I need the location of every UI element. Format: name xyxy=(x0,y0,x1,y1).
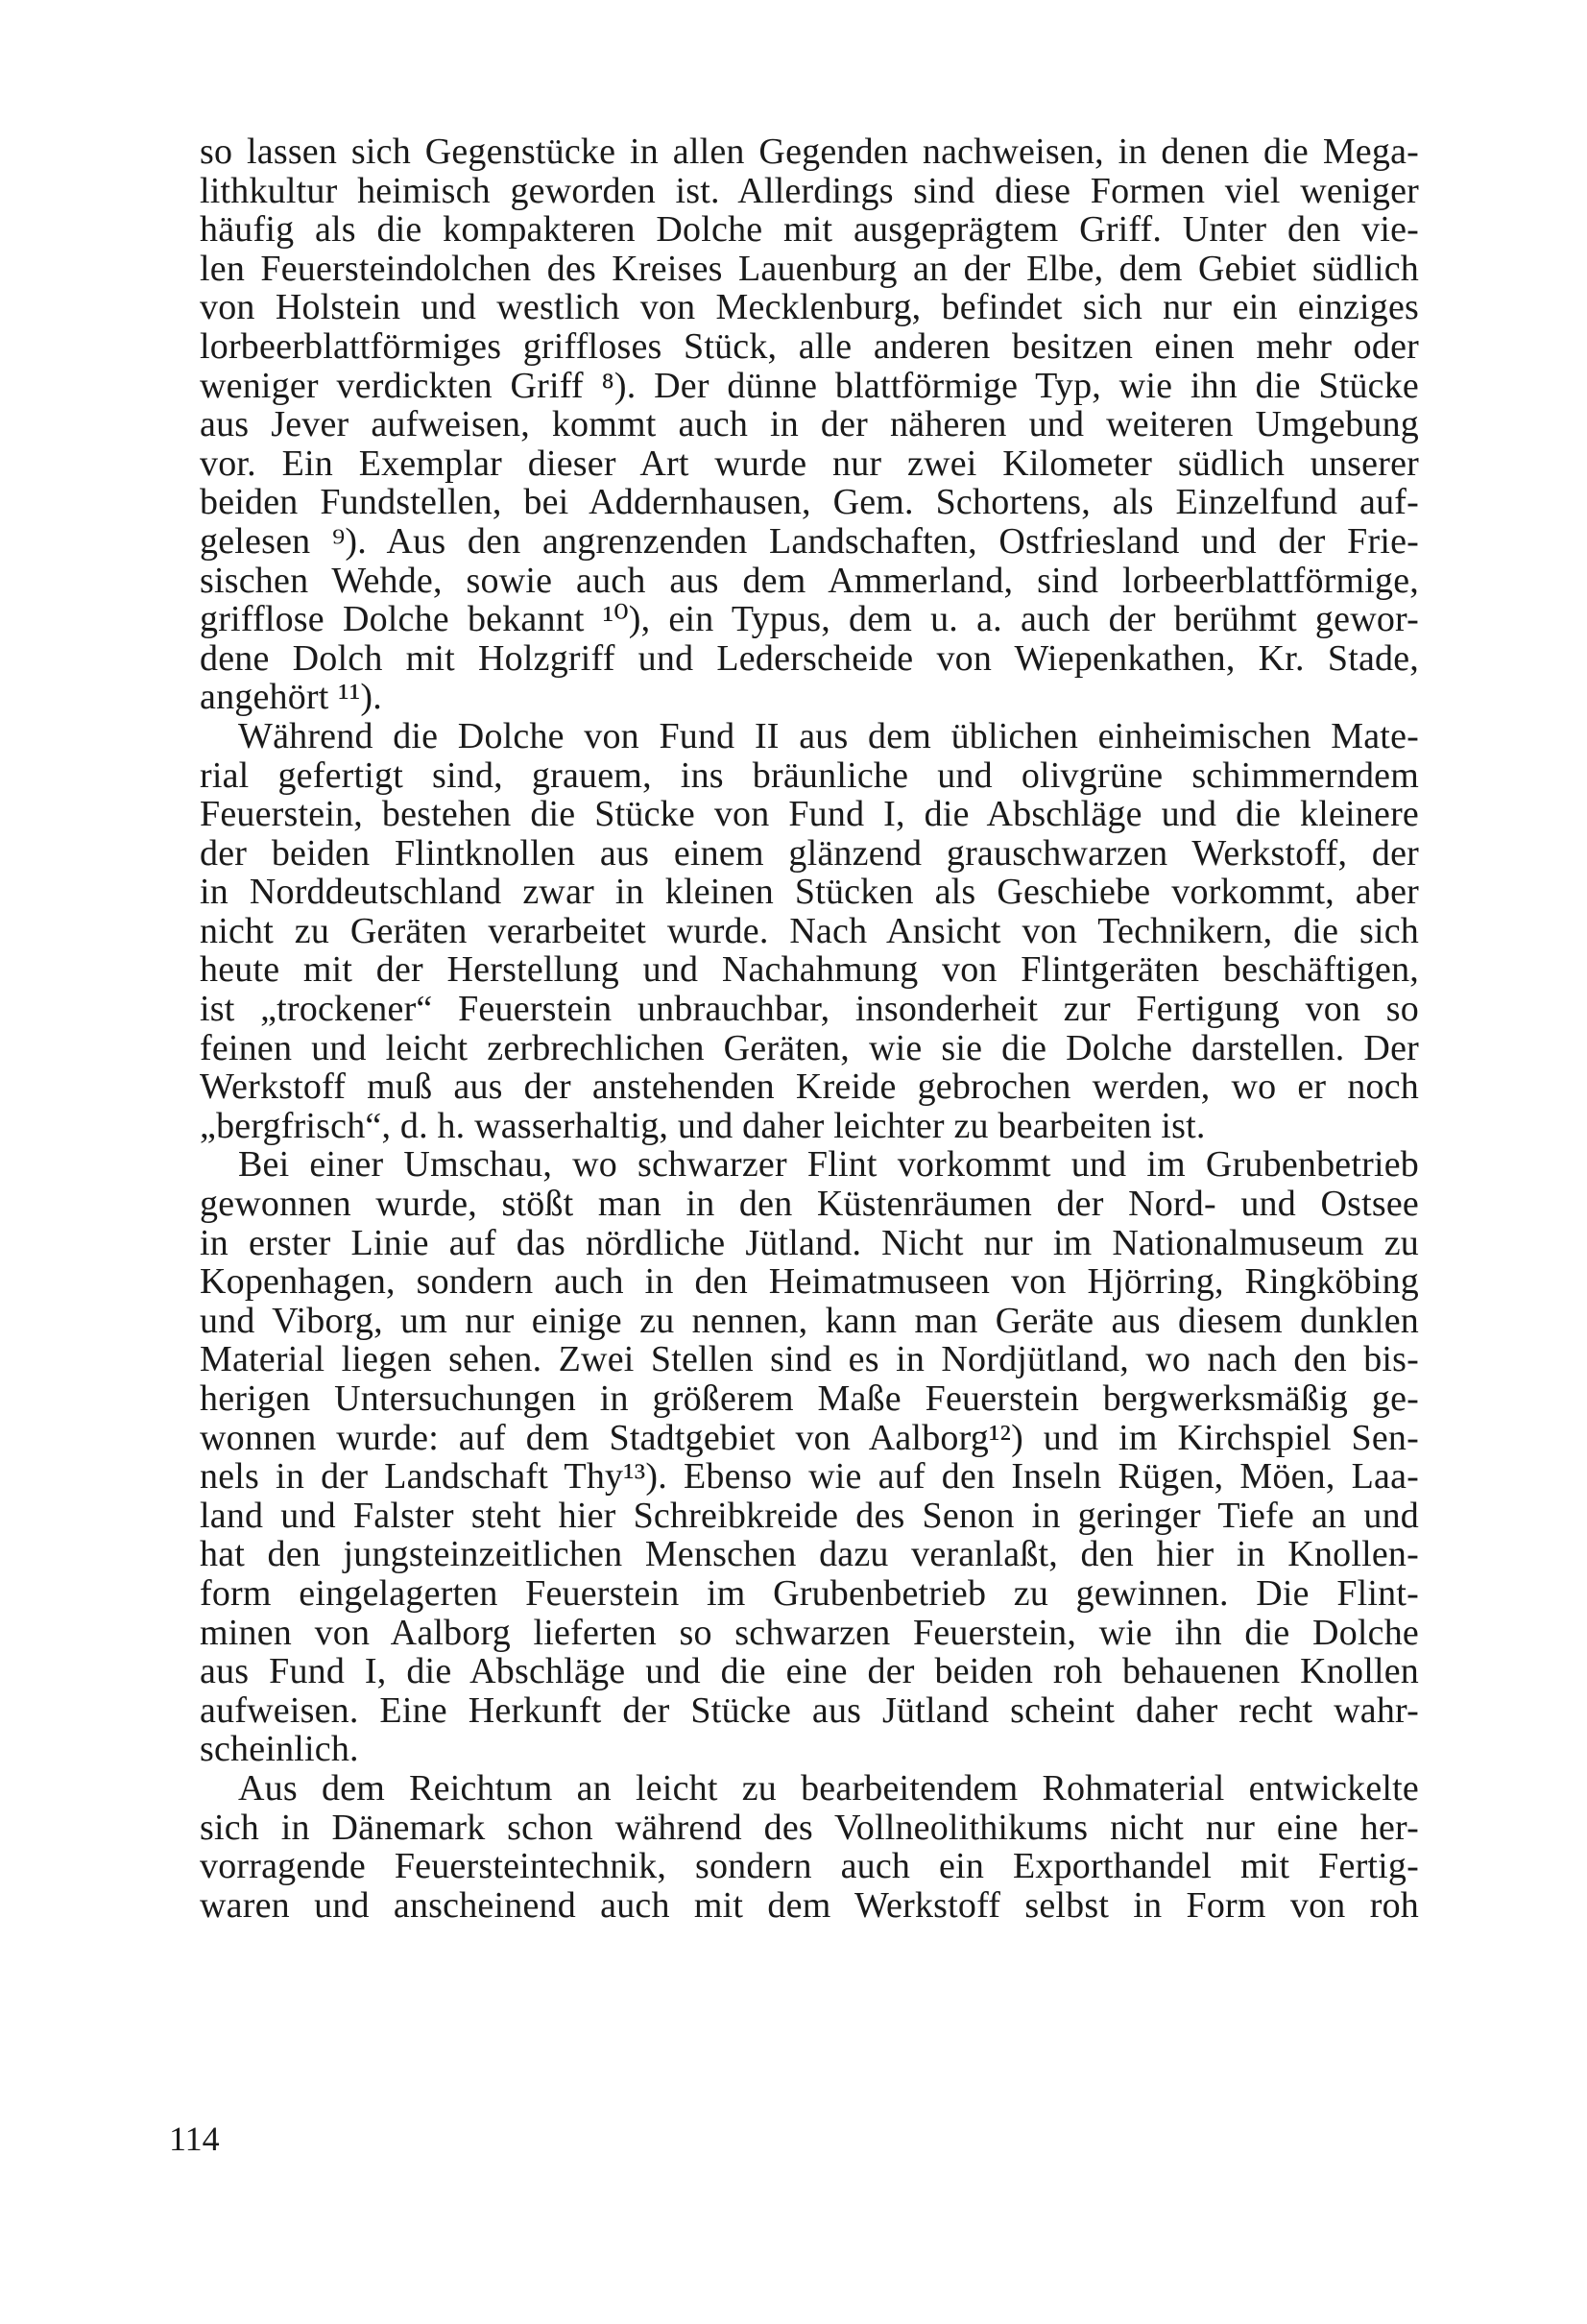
text-line: rial gefertigt sind, grauem, ins bräunliche und olivgrüne schimmerndem xyxy=(200,755,1419,796)
text-line: so lassen sich Gegenstücke in allen Gegenden nachweisen, in denen die Mega- xyxy=(200,132,1419,172)
text-line: form eingelagerten Feuerstein im Grubenbetrieb zu gewinnen. Die Flint- xyxy=(200,1572,1419,1614)
paragraph-p4 xyxy=(200,1769,1419,1925)
paragraph-p1 xyxy=(200,132,1419,717)
text-line: weniger verdickten Griff ⁸). Der dünne blattförmige Typ, wie ihn die Stücke xyxy=(200,365,1419,406)
text-line: häufig als die kompakteren Dolche mit ausgeprägtem Griff. Unter den vie- xyxy=(200,209,1419,251)
text-line: Kopenhagen, sondern auch in den Heimatmuseen von Hjörring, Ringköbing xyxy=(200,1261,1419,1303)
text-line: beiden Fundstellen, bei Addernhausen, Gem. Schortens, als Einzelfund auf- xyxy=(200,482,1419,523)
text-line: dene Dolch mit Holzgriff und Lederscheide von Wiepenkathen, Kr. Stade, xyxy=(200,637,1419,679)
text-line: Material liegen sehen. Zwei Stellen sind es in Nordjütland, wo nach den bis- xyxy=(200,1339,1419,1380)
text-line: sich in Dänemark schon während des Vollneolithikums nicht nur eine her- xyxy=(200,1807,1419,1848)
text-line: nicht zu Geräten verarbeitet wurde. Nach Ansicht von Technikern, die sich xyxy=(200,910,1419,951)
text-line: von Holstein und westlich von Mecklenburg, befindet sich nur ein einziges xyxy=(200,287,1419,328)
text-line: waren und anscheinend auch mit dem Werkstoff selbst in Form von roh xyxy=(200,1884,1419,1926)
text-line: Werkstoff muß aus der anstehenden Kreide gebrochen werden, wo er noch xyxy=(200,1066,1419,1108)
text-line: feinen und leicht zerbrechlichen Geräten, wie sie die Dolche darstellen. Der xyxy=(200,1027,1419,1068)
text-line: in Norddeutschland zwar in kleinen Stücken als Geschiebe vorkommt, aber xyxy=(200,872,1419,913)
text-line: Aus dem Reichtum an leicht zu bearbeitendem Rohmaterial entwickelte xyxy=(238,1767,1419,1809)
text-line: scheinlich. xyxy=(200,1729,359,1770)
text-line: in erster Linie auf das nördliche Jütland. Nicht nur im Nationalmuseum zu xyxy=(200,1222,1419,1263)
text-line: land und Falster steht hier Schreibkreide des Senon in geringer Tiefe an und xyxy=(200,1495,1419,1536)
text-line: len Feuersteindolchen des Kreises Lauenburg an der Elbe, dem Gebiet südlich xyxy=(200,248,1419,289)
text-line: wonnen wurde: auf dem Stadtgebiet von Aalborg¹²) und im Kirchspiel Sen- xyxy=(200,1417,1419,1458)
text-line: heute mit der Herstellung und Nachahmung von Flintgeräten beschäftigen, xyxy=(200,949,1419,991)
text-line: nels in der Landschaft Thy¹³). Ebenso wie auf den Inseln Rügen, Möen, Laa- xyxy=(200,1456,1419,1497)
text-line: der beiden Flintknollen aus einem glänzend grauschwarzen Werkstoff, der xyxy=(200,832,1419,874)
text-line: „bergfrisch“, d. h. wasserhaltig, und daher leichter zu bearbeiten ist. xyxy=(200,1105,1206,1146)
text-line: sischen Wehde, sowie auch aus dem Ammerland, sind lorbeerblattförmige, xyxy=(200,560,1419,601)
body-text xyxy=(200,132,1419,1925)
text-line: Während die Dolche von Fund II aus dem üblichen einheimischen Mate- xyxy=(238,715,1419,756)
text-line: gelesen ⁹). Aus den angrenzenden Landschaften, Ostfriesland und der Frie- xyxy=(200,520,1419,562)
page-number: 114 xyxy=(169,2120,220,2158)
text-line: gewonnen wurde, stößt man in den Küstenräumen der Nord- und Ostsee xyxy=(200,1184,1419,1225)
paragraph-p2 xyxy=(200,717,1419,1146)
text-line: Feuerstein, bestehen die Stücke von Fund I, die Abschläge und die kleinere xyxy=(200,794,1419,835)
text-line: hat den jungsteinzeitlichen Menschen dazu veranlaßt, den hier in Knollen- xyxy=(200,1534,1419,1575)
text-line: aufweisen. Eine Herkunft der Stücke aus Jütland scheint daher recht wahr- xyxy=(200,1689,1419,1731)
text-line: aus Jever aufweisen, kommt auch in der näheren und weiteren Umgebung xyxy=(200,404,1419,445)
paragraph-p3 xyxy=(200,1145,1419,1769)
text-line: ist „trockener“ Feuerstein unbrauchbar, insonderheit zur Fertigung von so xyxy=(200,989,1419,1030)
text-line: vor. Ein Exemplar dieser Art wurde nur zwei Kilometer südlich unserer xyxy=(200,443,1419,484)
text-line: aus Fund I, die Abschläge und die eine der beiden roh behauenen Knollen xyxy=(200,1651,1419,1692)
text-line: Bei einer Umschau, wo schwarzer Flint vorkommt und im Grubenbetrieb xyxy=(238,1144,1419,1186)
text-line: lithkultur heimisch geworden ist. Allerdings sind diese Formen viel weniger xyxy=(200,170,1419,211)
text-line: lorbeerblattförmiges griffloses Stück, alle anderen besitzen einen mehr oder xyxy=(200,325,1419,367)
text-line: angehört ¹¹). xyxy=(200,677,382,718)
text-line: und Viborg, um nur einige zu nennen, kann man Geräte aus diesem dunklen xyxy=(200,1300,1419,1341)
text-line: vorragende Feuersteintechnik, sondern auch ein Exporthandel mit Fertig- xyxy=(200,1846,1419,1887)
text-line: herigen Untersuchungen in größerem Maße Feuerstein bergwerksmäßig ge- xyxy=(200,1378,1419,1419)
text-line: grifflose Dolche bekannt ¹⁰), ein Typus, dem u. a. auch der berühmt gewor- xyxy=(200,599,1419,640)
text-line: minen von Aalborg lieferten so schwarzen Feuerstein, wie ihn die Dolche xyxy=(200,1612,1419,1653)
